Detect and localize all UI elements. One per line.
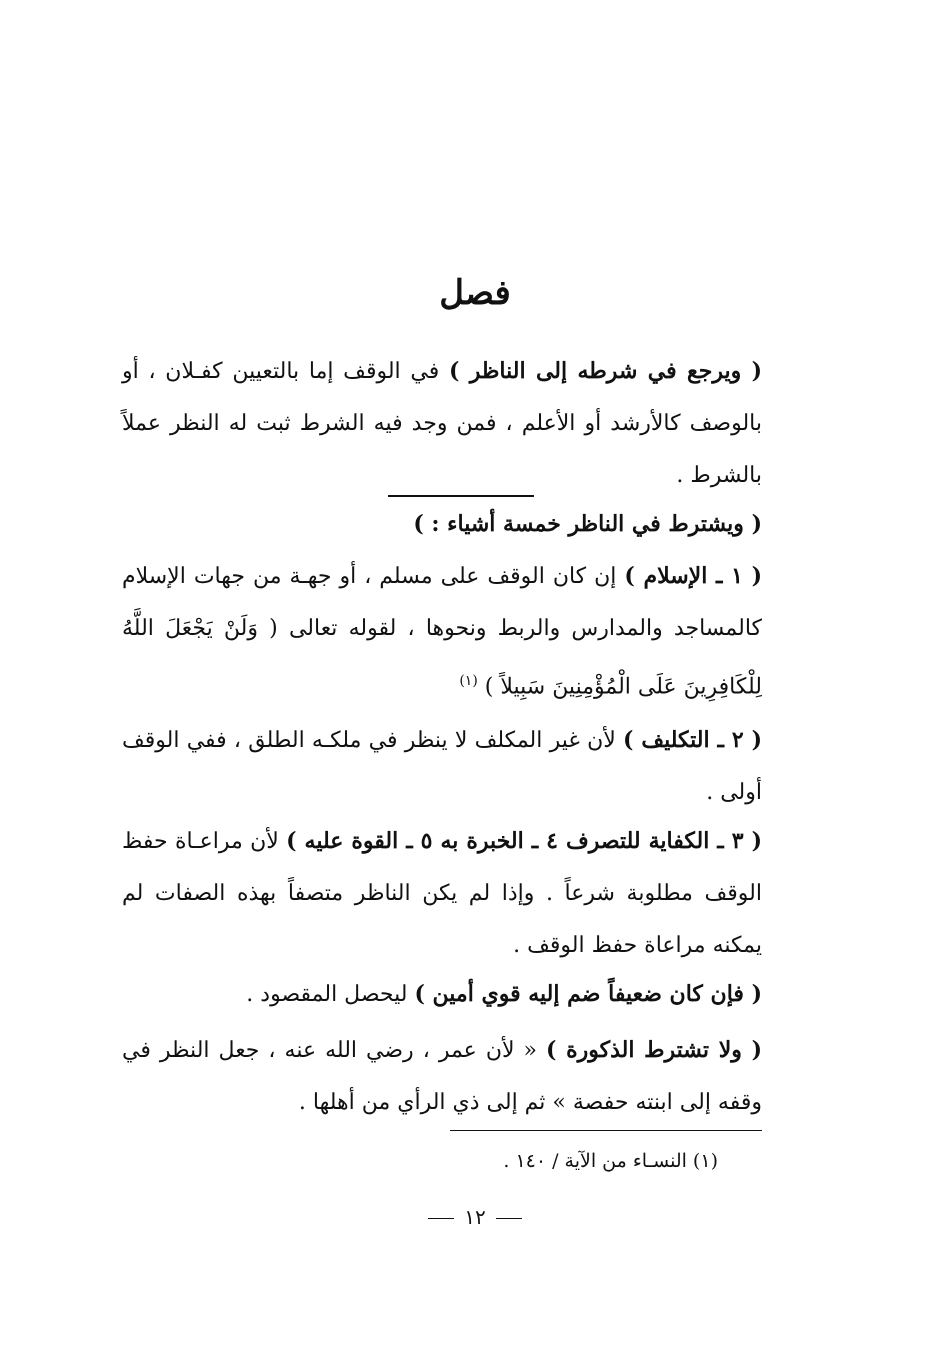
heading-overline [388, 495, 534, 497]
paragraph-bold-lead: ( ويشترط في الناظر خمسة أشياء : ) [413, 511, 762, 537]
paragraph-weak-nazir [122, 968, 762, 1021]
page-number-dash-right [496, 1218, 522, 1219]
footnote-reference: (١) [459, 673, 478, 689]
paragraph-body: لأن مراعـاة حفظ الوقف مطلوبة شرعاً . وإذا لم يكن الناظر متصفاً بهذه الصفات لم يمكنه مراعاة حفظ الوقف . [122, 829, 762, 958]
paragraph-bold-lead: ( ولا تشترط الذكورة ) [546, 1037, 762, 1063]
footnote-divider [450, 1130, 762, 1131]
paragraph-bold-lead: ( فإن كان ضعيفاً ضم إليه قوي أمين ) [414, 981, 762, 1007]
paragraph-body: لأن غير المكلف لا ينظر في ملكـه الطلق ، ففي الوقف أولى . [122, 728, 762, 805]
page-number: ١٢ [464, 1205, 486, 1229]
paragraph-masculinity-not-required [122, 1024, 762, 1129]
paragraph-body: « لأن عمر ، رضي الله عنه ، جعل النظر في وقفه إلى ابنته حفصة » ثم إلى ذي الرأي من أهلها . [122, 1038, 762, 1115]
paragraph-body: في الوقف إما بالتعيين كفـلان ، أو بالوصف كالأرشد أو الأعلم ، فمن وجد فيه الشرط ثبت له النظر عملاً بالشرط . [122, 359, 762, 488]
paragraph-body: ليحصل المقصود . [246, 982, 415, 1007]
paragraph-bold-lead: ( ٣ ـ الكفاية للتصرف ٤ ـ الخبرة به ٥ ـ القوة عليه ) [286, 828, 762, 854]
paragraph-condition-competence [122, 815, 762, 972]
page-number-line [0, 1202, 950, 1232]
paragraph-bold-lead: ( ويرجع في شرطه إلى الناظر ) [448, 358, 763, 384]
paragraph-nazir-condition [122, 345, 762, 502]
paragraph-body: إن كان الوقف على مسلم ، أو جهـة من جهات الإسلام كالمساجد والمدارس والربط ونحوها ، لقوله تعالى ( وَلَنْ يَجْعَلَ اللَّهُ لِلْكَافِرِينَ عَلَى الْمُؤْمِنِينَ سَبِيلاً ) [122, 564, 762, 700]
section-title: فصل [439, 273, 511, 313]
paragraph-bold-lead: ( ٢ ـ التكليف ) [623, 727, 762, 753]
page-number-dash-left [428, 1218, 454, 1219]
paragraph-bold-lead: ( ١ ـ الإسلام ) [624, 563, 762, 589]
paragraph-five-conditions-heading [122, 498, 762, 551]
footnote: (١) النسـاء من الآية / ١٤٠ . [503, 1150, 718, 1172]
paragraph-condition-taklif [122, 714, 762, 819]
paragraph-condition-islam [122, 550, 762, 713]
